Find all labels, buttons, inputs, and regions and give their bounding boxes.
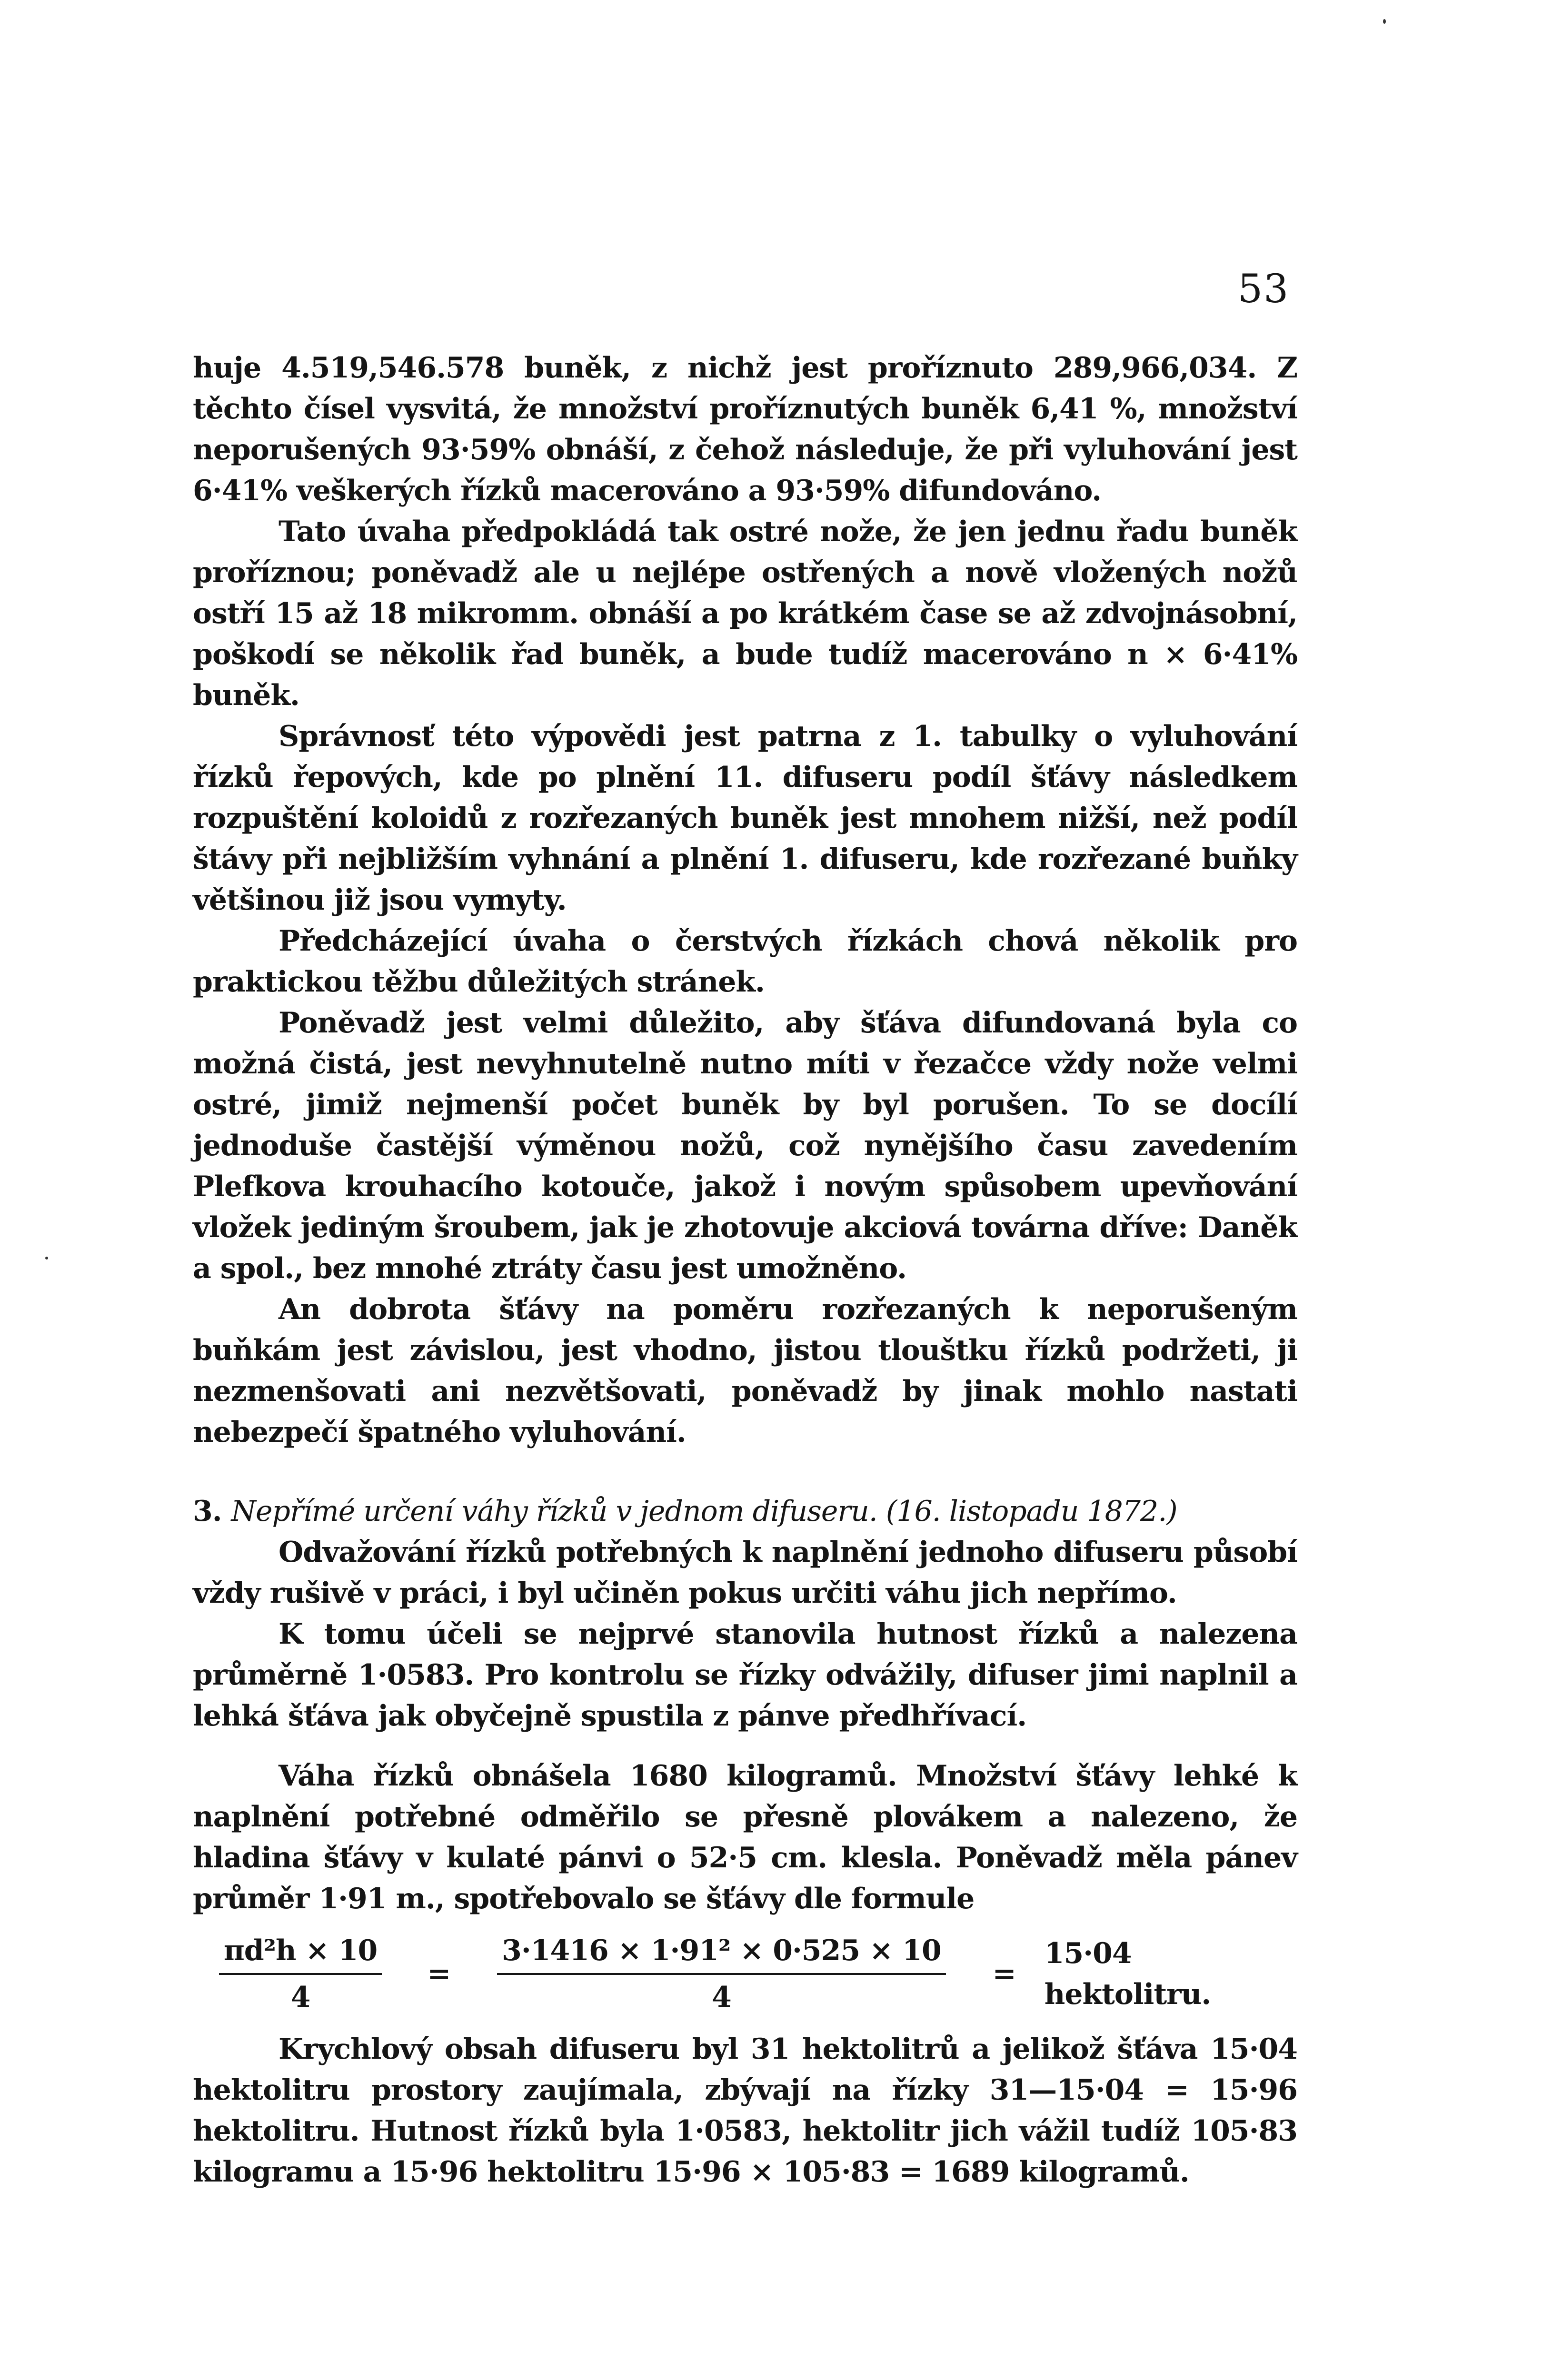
formula-left-denominator: 4 <box>290 1981 310 2014</box>
scan-speck <box>45 1257 48 1259</box>
section-number: 3. <box>193 1495 222 1528</box>
page-body <box>193 347 1297 2192</box>
formula-equals-2: = <box>992 1957 1016 1991</box>
final-paragraph: Krychlový obsah difuseru byl 31 hektolitrů a jelikož šťáva 15·04 hektolitru prostory zaujímala, zbývají na řízky 31—15·04 = 15·96 hektolitru. Hutnost řízků byla 1·0583, hektolitr jich vážil tudíž 105·83 kilogramu a 15·96 hektolitru 15·96 × 105·83 = 1689 kilogramů. <box>193 2033 1297 2189</box>
section-title: Nepřímé určení váhy řízků v jednom difuseru. (16. listopadu 1872.) <box>231 1495 1177 1528</box>
section-paragraph-1: Odvažování řízků potřebných k naplnění jednoho difuseru působí vždy rušivě v práci, i byl učiněn pokus určiti váhu jich nepřímo. <box>193 1536 1297 1610</box>
section-heading <box>193 1491 1297 1532</box>
paragraph-4: Předcházející úvaha o čerstvých řízkách chová několik pro praktickou těžbu důležitých stránek. <box>193 924 1297 999</box>
section-paragraph-3: Váha řízků obnášela 1680 kilogramů. Množství šťávy lehké k naplnění potřebné odměřilo se přesně plovákem a nalezeno, že hladina šťávy v kulaté pánvi o 52·5 cm. klesla. Poněvadž měla pánev průměr 1·91 m., spotřebovalo se šťávy dle formule <box>193 1759 1297 1915</box>
paragraph-5: Poněvadž jest velmi důležito, aby šťáva difundovaná byla co možná čistá, jest nevyhnutelně nutno míti v řezačce vždy nože velmi ostré, jimiž nejmenší počet buněk by byl porušen. To se docílí jednoduše častější výměnou nožů, což nynějšího času zavedením Plefkova krouhacího kotouče, jakož i novým spůsobem upevňování vložek jediným šroubem, jak je zhotovuje akciová továrna dříve: Daněk a spol., bez mnohé ztráty času jest umožněno. <box>193 1006 1297 1285</box>
formula-left-fraction <box>193 1930 408 2018</box>
formula-right-denominator: 4 <box>712 1981 731 2014</box>
formula-result: 15·04 hektolitru. <box>1044 1937 1211 2011</box>
formula-equals-1: = <box>427 1957 451 1991</box>
paragraph-3: Správnosť této výpovědi jest patrna z 1. tabulky o vyluhování řízků řepových, kde po plnění 11. difuseru podíl šťávy následkem rozpuštění koloidů z rozřezaných buněk jest mnohem nižší, než podíl štávy při nejbližším vyhnání a plnění 1. difuseru, kde rozřezané buňky většinou již jsou vymyty. <box>193 720 1297 917</box>
paragraph-1: huje 4.519,546.578 buněk, z nichž jest proříznuto 289,966,034. Z těchto čísel vysvitá, že množství proříznutých buněk 6,41 %, množství neporušených 93·59% obnáší, z čehož následuje, že při vyluhování jest 6·41% veškerých řízků macerováno a 93·59% difundováno. <box>193 351 1297 507</box>
formula <box>193 1929 1297 2019</box>
formula-right-fraction <box>469 1930 973 2018</box>
section-paragraph-2: K tomu účeli se nejprvé stanovila hutnost řízků a nalezena průměrně 1·0583. Pro kontrolu se řízky odvážily, difuser jimi naplnil a lehká šťáva jak obyčejně spustila z pánve předhřívací. <box>193 1617 1297 1733</box>
formula-left-numerator: πd²h × 10 <box>219 1930 382 1975</box>
formula-right-numerator: 3·1416 × 1·91² × 0·525 × 10 <box>497 1930 946 1975</box>
paragraph-6: An dobrota šťávy na poměru rozřezaných k neporušeným buňkám jest závislou, jest vhodno, jistou tlouštku řízků podržeti, ji nezmenšovati ani nezvětšovati, poněvadž by jinak mohlo nastati nebezpečí špatného vyluhování. <box>193 1293 1297 1449</box>
paragraph-2: Tato úvaha předpokládá tak ostré nože, že jen jednu řadu buněk proříznou; poněvadž ale u nejlépe ostřených a nově vložených nožů ostří 15 až 18 mikromm. obnáší a po krátkém čase se až zdvojnásobní, poškodí se několik řad buněk, a bude tudíž macerováno n × 6·41% buněk. <box>193 515 1297 712</box>
page-number: 53 <box>1238 267 1290 312</box>
scan-speck <box>1383 19 1386 24</box>
